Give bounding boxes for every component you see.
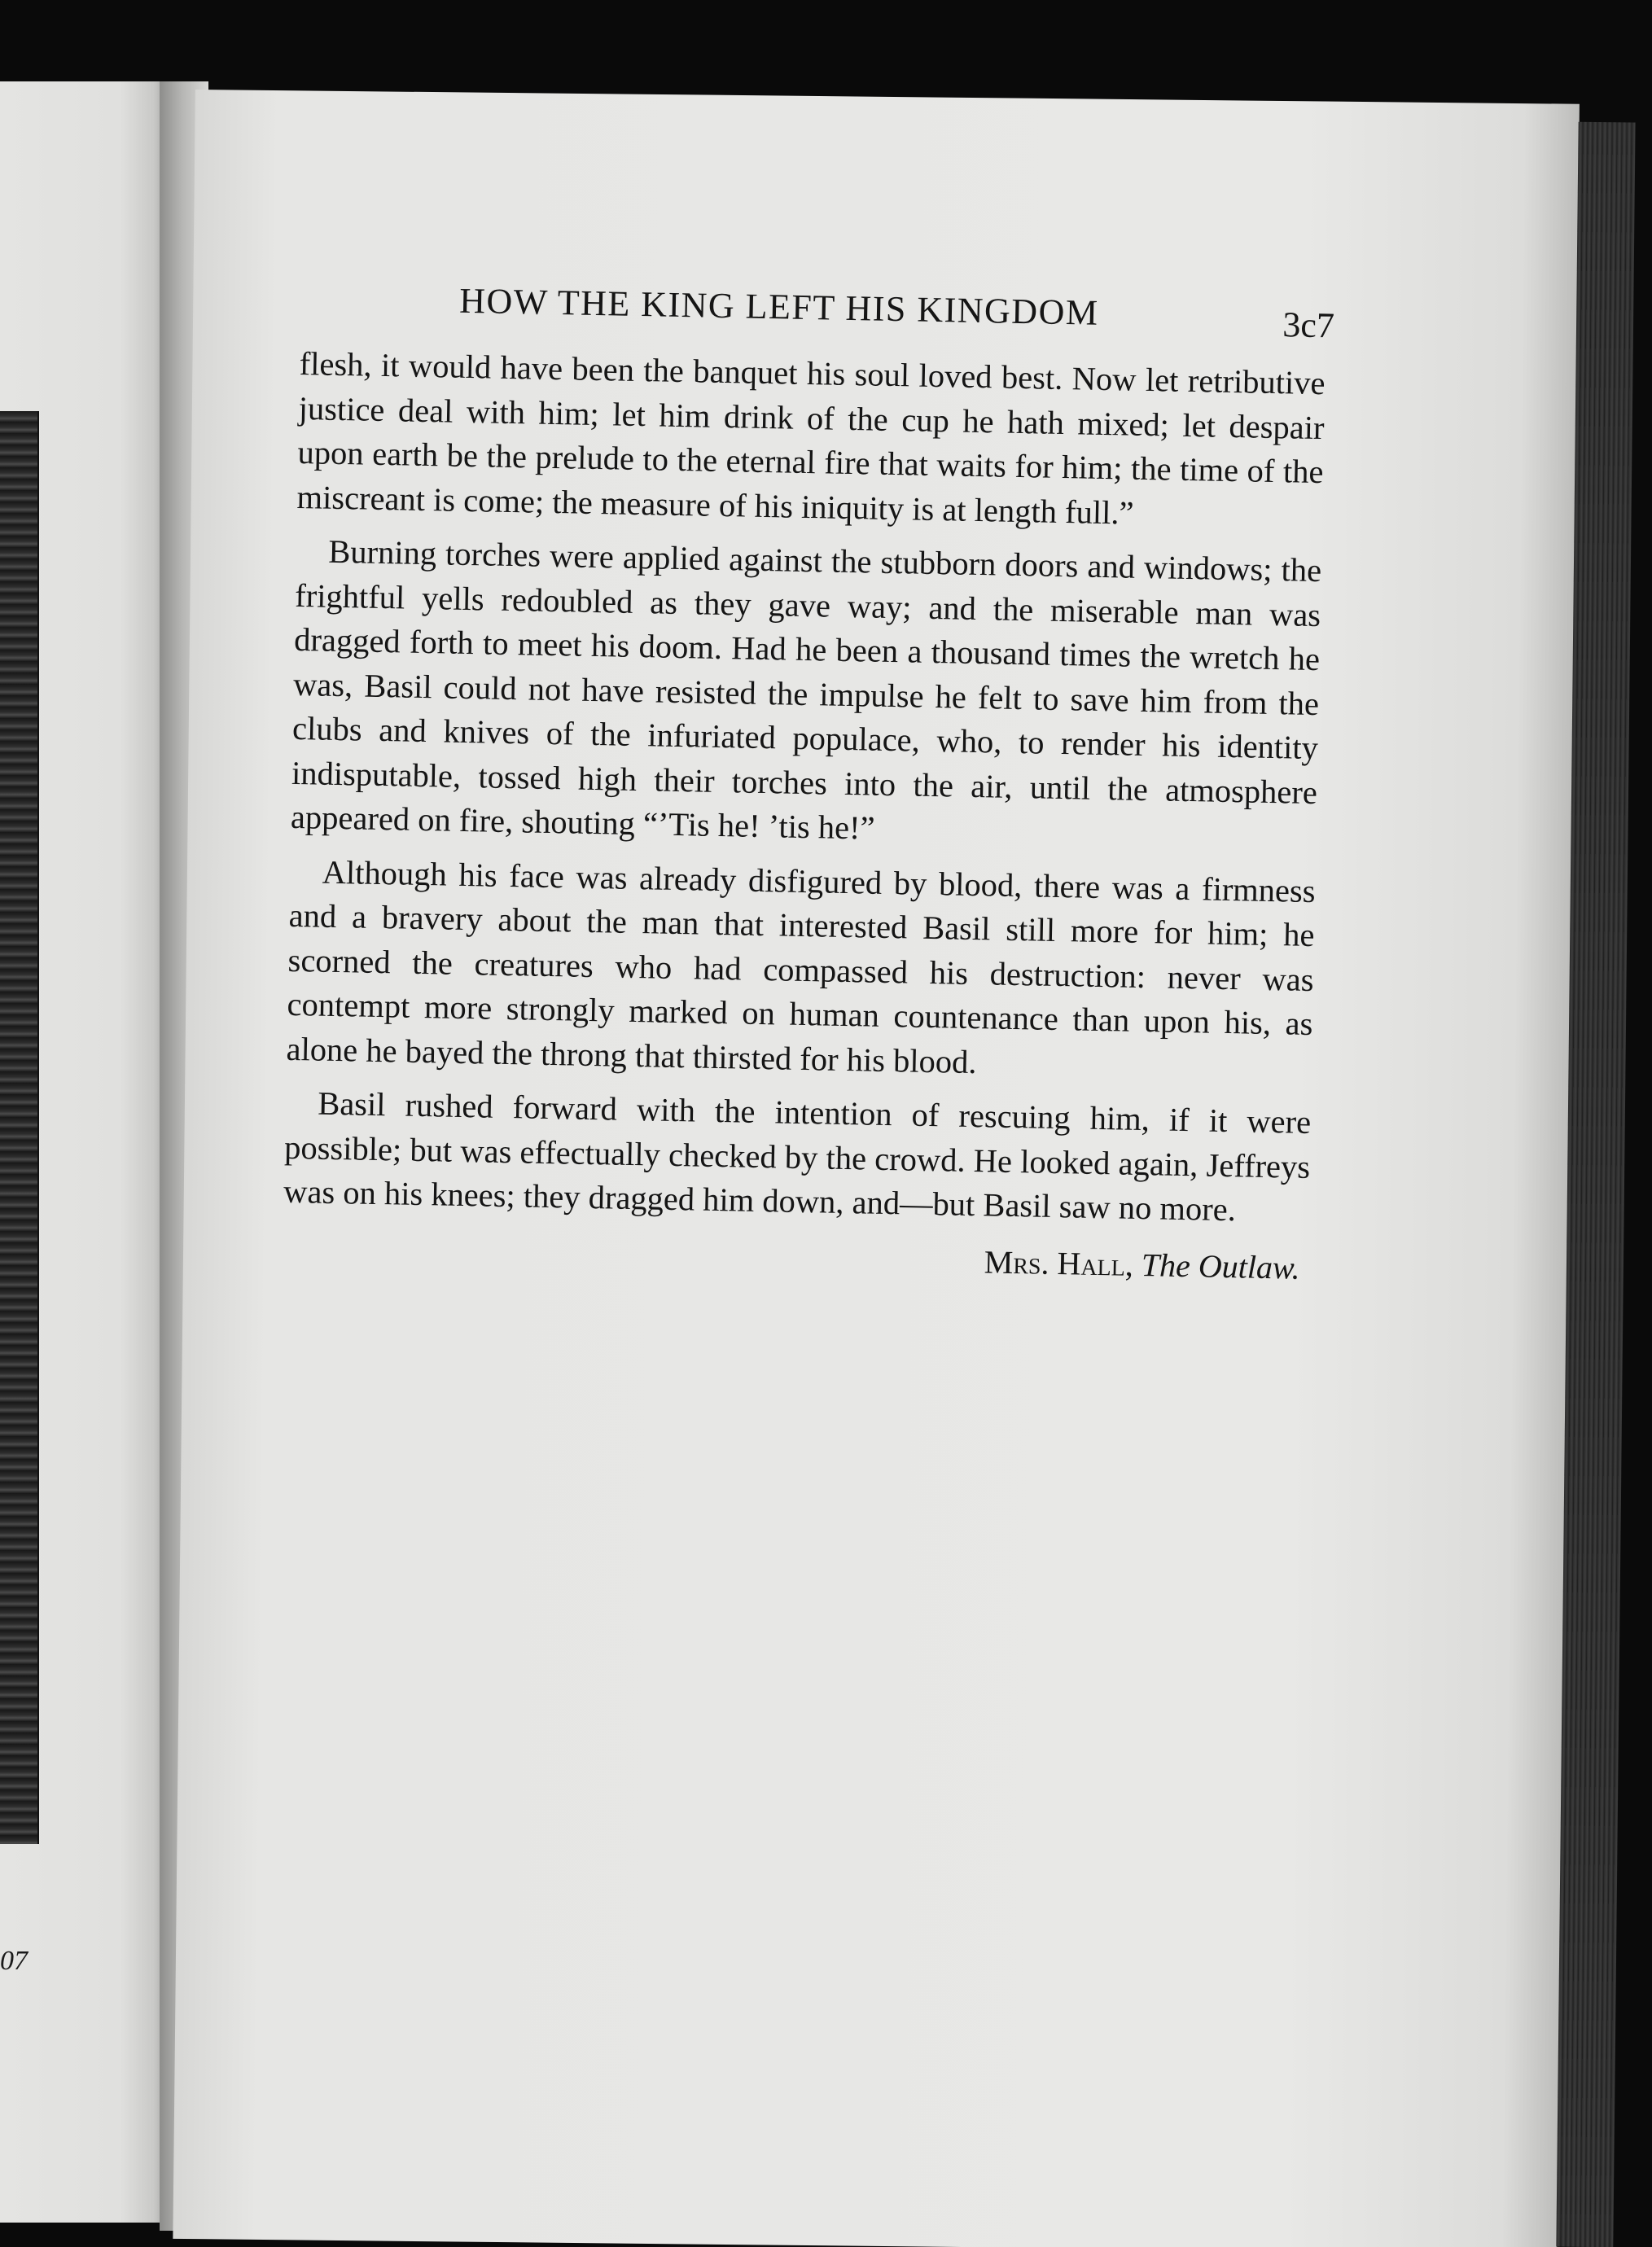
page-content xyxy=(282,269,1335,1286)
page-number: 3c7 xyxy=(1282,304,1335,346)
paragraph: Basil rushed forward with the intention of rescuing him, if it were possible; but was effectually checked by the crowd. He looked again, Jeffreys was on his knees; they dragged him down, and—but Basil saw no more. xyxy=(283,1084,1312,1229)
left-page xyxy=(0,81,171,2223)
left-page-illustration xyxy=(0,411,39,1844)
paragraph-continued: flesh, it would have been the banquet his soul loved best. Now let retributive justice deal with him; let him drink of the cup he hath mixed; let despair upon earth be the prelude to the eternal fire that waits for him; the time of the miscreant is come; the measure of his iniquity is at length full.” xyxy=(296,344,1326,532)
attribution-author: Mrs. Hall, xyxy=(984,1242,1134,1283)
paragraph: Although his face was already disfigured by blood, there was a firmness and a bravery about the man that interested Basil still more for him; he scorned the creatures who had compassed his destruction: never was contempt more strongly marked on human countenance than upon his, as alone he bayed the throng that thirsted for his blood. xyxy=(286,853,1316,1080)
paragraph: Burning torches were applied against the stubborn doors and windows; the frightful yells redoubled as they gave way; and the miserable man was dragged forth to meet his doom. Had he been a thousand times the wretch he was, Basil could not have resisted the impulse he felt to save him from the clubs and knives of the infuriated populace, who, to render his identity indisputable, tossed high their torches into the air, until the atmosphere appeared on fire, shouting “’Tis he! ’tis he!” xyxy=(290,532,1322,847)
running-head: HOW THE KING LEFT HIS KINGDOM xyxy=(458,280,1099,333)
left-page-folio: 07 xyxy=(0,1946,28,1976)
body-text xyxy=(283,342,1326,1233)
attribution-work: The Outlaw. xyxy=(1141,1246,1301,1286)
